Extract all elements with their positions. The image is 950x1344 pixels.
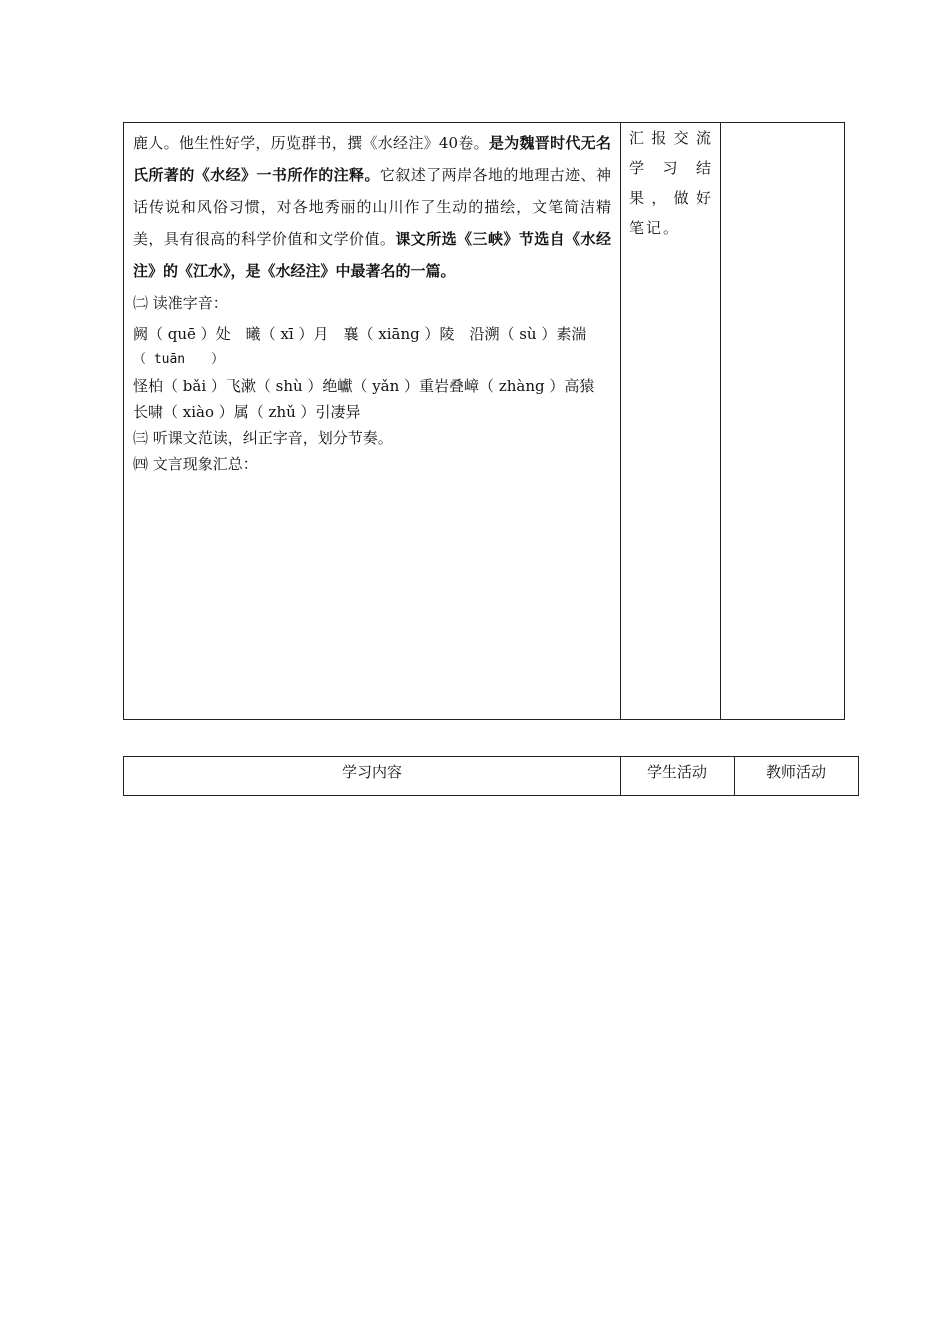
column-divider xyxy=(620,123,621,719)
intro-paragraph xyxy=(133,127,611,287)
student-activity-cell: 汇报交流学习结果，做好笔记。 xyxy=(629,129,713,237)
pinyin-line: 怪柏（ bǎi ）飞漱（ shù ）绝巘（ yǎn ）重岩叠嶂（ zhàng ）高猿 xyxy=(133,377,595,395)
intro-bold-text-2: 课文所选《三峡》节选自《水经注》的《江水》，是《水经注》中最著名的一篇。 xyxy=(133,230,611,280)
pinyin-line: 长啸（ xiào ）属（ zhǔ ）引凄异 xyxy=(133,403,361,421)
lesson-table xyxy=(123,122,845,720)
intro-text: 鹿人。他生性好学，历览群书，撰《水经注》40卷。 xyxy=(133,134,489,152)
section-3-heading: ㈢ 听课文范读，纠正字音，划分节奏。 xyxy=(133,429,393,447)
section-4-heading: ㈣ 文言现象汇总： xyxy=(133,455,258,473)
intro-text-2: 它叙述了两岸各地的地理古迹、神话传说和风俗习惯，对各地秀丽的山川作了生动的描绘，文笔简洁精美，具有很高的科学价值和文学价值。 xyxy=(133,166,611,248)
section-2-heading: ㈡ 读准字音： xyxy=(133,294,228,312)
intro-bold-text: 是为魏晋时代无名氏所著的《水经》一书所作的注释。 xyxy=(133,134,611,184)
study-content-cell xyxy=(133,127,611,477)
header-table xyxy=(123,756,859,796)
header-teacher-activity: 教师活动 xyxy=(765,763,826,781)
column-divider xyxy=(720,123,721,719)
pinyin-line: （ tuān ） xyxy=(133,352,225,367)
header-student-activity: 学生活动 xyxy=(646,763,707,781)
pinyin-line: 阙（ quē ）处 曦（ xī ）月 襄（ xiāng ）陵 沿溯（ sù ）素湍 xyxy=(133,325,587,343)
header-study-content: 学习内容 xyxy=(341,763,402,781)
